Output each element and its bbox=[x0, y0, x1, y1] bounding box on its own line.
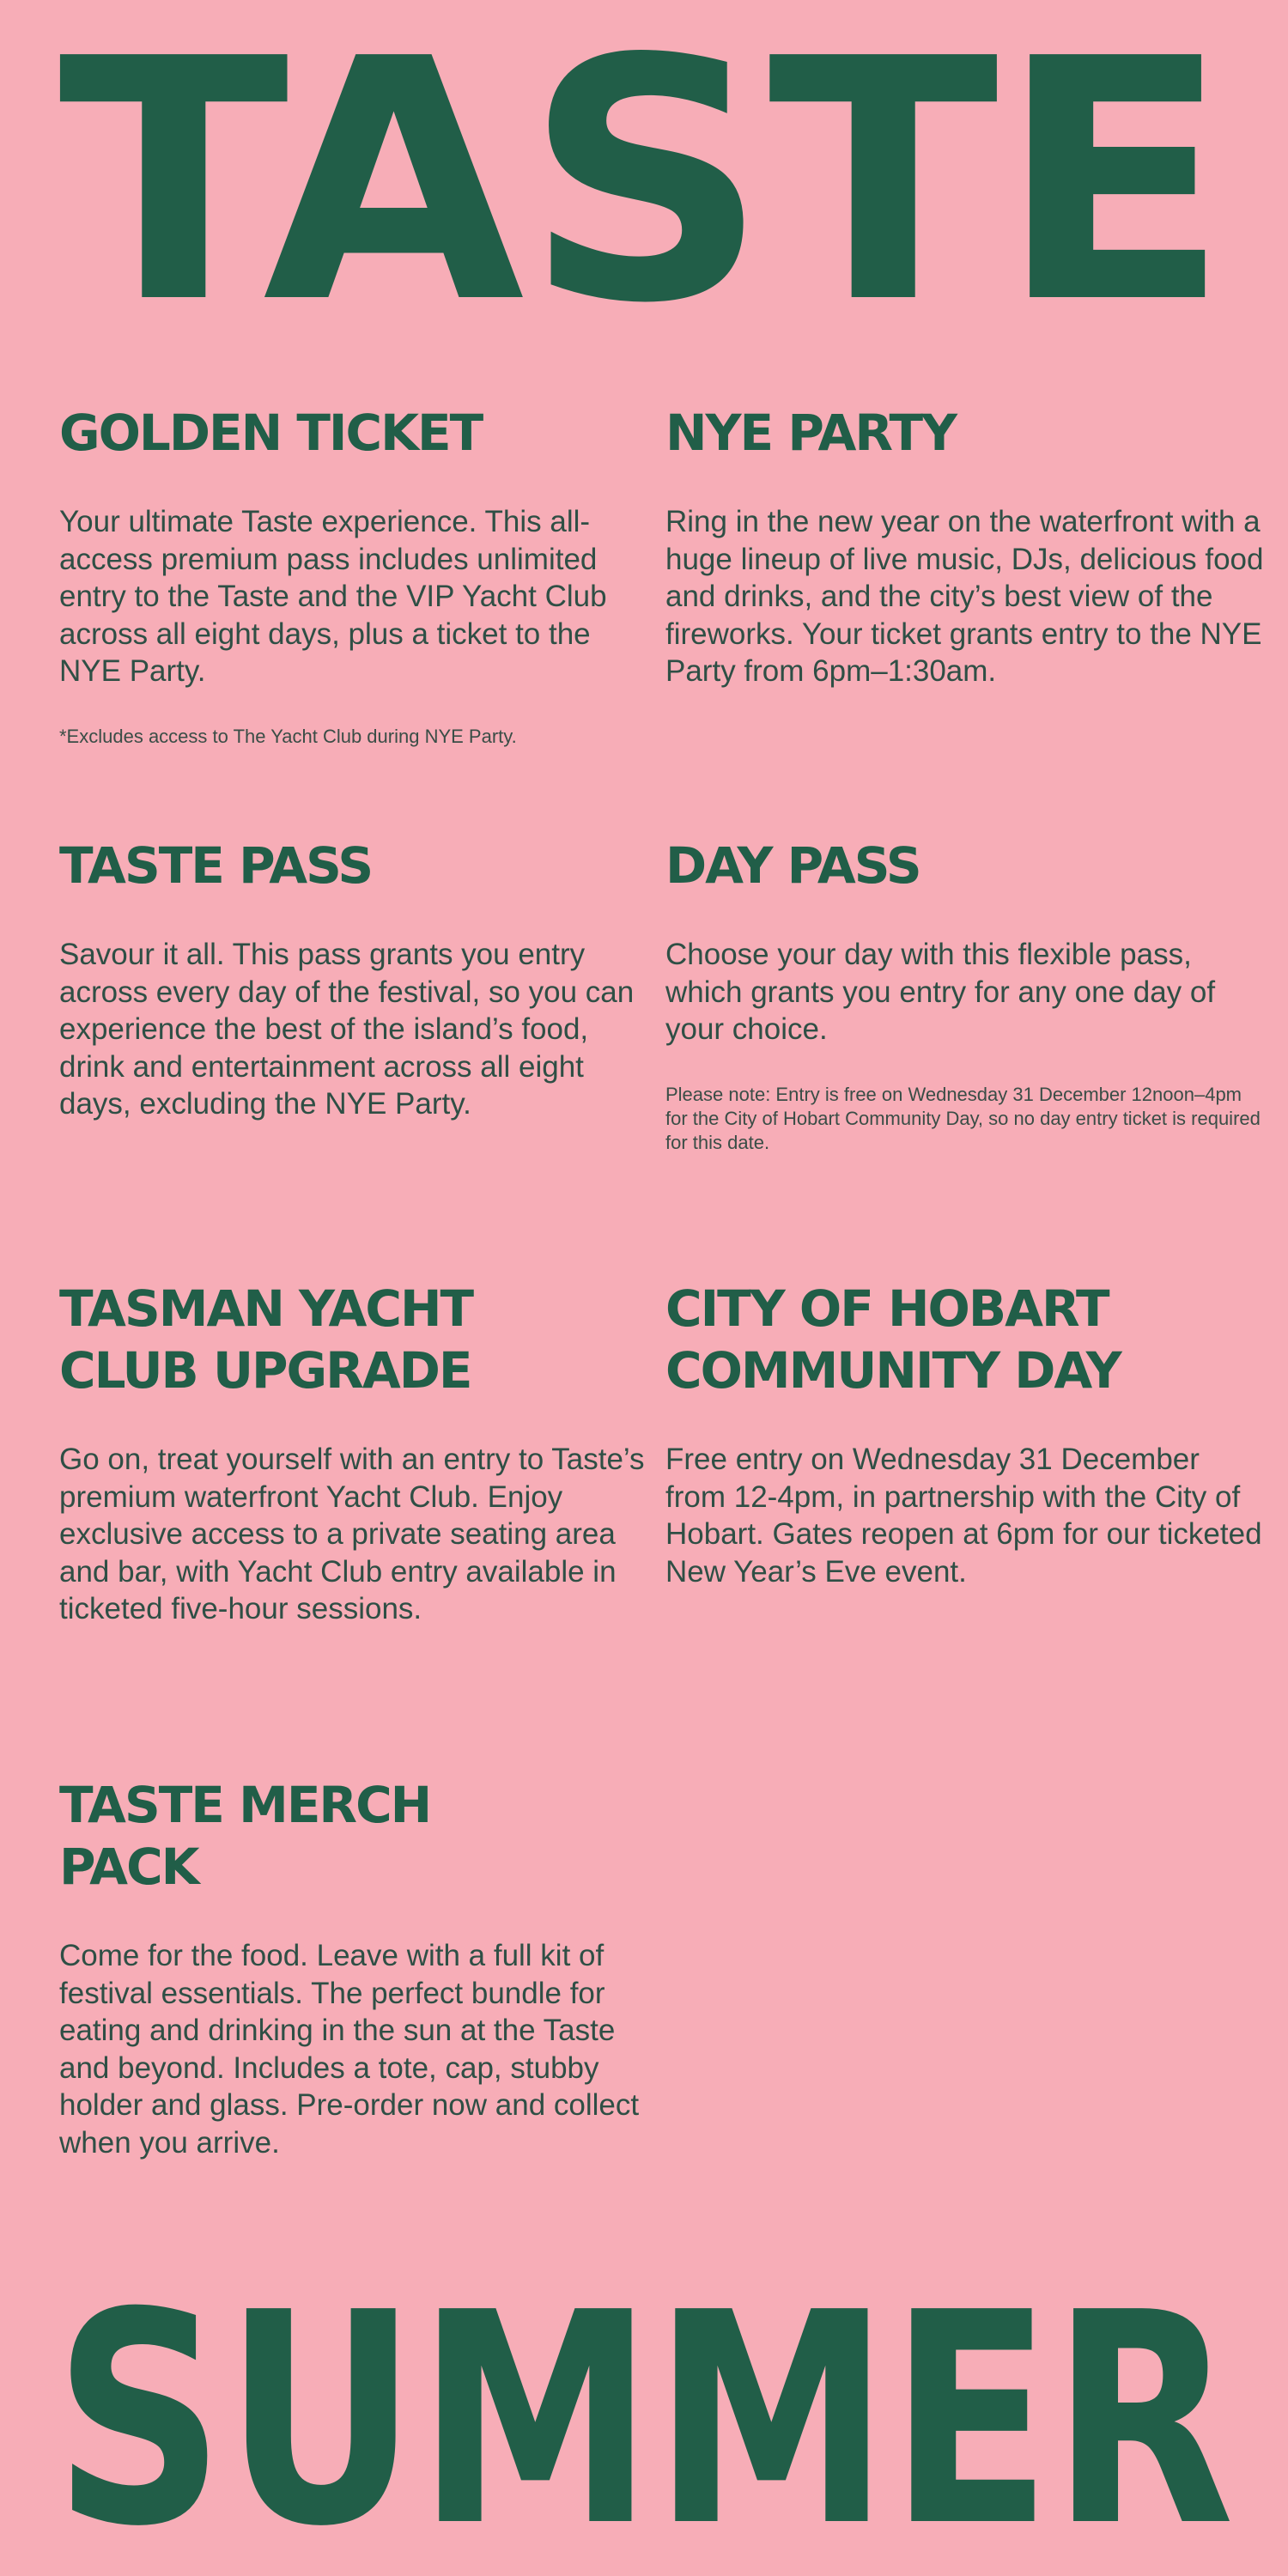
summer-wordmark-text: SUMMER bbox=[53, 2293, 1235, 2542]
nye-party-title: NYE PARTY bbox=[665, 404, 957, 462]
summer-wordmark bbox=[0, 2293, 1288, 2542]
yacht-club-upgrade-title: TASMAN YACHT CLUB UPGRADE bbox=[59, 1279, 473, 1400]
community-day-title: CITY OF HOBART COMMUNITY DAY bbox=[665, 1279, 1121, 1400]
yacht-club-upgrade-description: Go on, treat yourself with an entry to Taste’s premium waterfront Yacht Club. Enjoy exclusive access to a private seating area and bar, with Yacht Club entry available in ticketed five-hour sessions. bbox=[59, 1443, 645, 1625]
nye-party-section bbox=[665, 402, 1267, 690]
day-pass-title: DAY PASS bbox=[665, 836, 920, 895]
summer-wordmark-graphic bbox=[0, 2293, 1288, 2542]
yacht-club-upgrade-section bbox=[59, 1278, 660, 1628]
community-day-description: Free entry on Wednesday 31 December from 12-4pm, in partnership with the City of Hobart. Gates reopen at 6pm for our ticketed New Year’s Eve event. bbox=[665, 1443, 1262, 1589]
taste-wordmark-graphic bbox=[0, 43, 1288, 318]
golden-ticket-title: GOLDEN TICKET bbox=[59, 404, 483, 462]
golden-ticket-description: Your ultimate Taste experience. This all-access premium pass includes unlimited entry to the Taste and the VIP Yacht Club across all eight days, plus a ticket to the NYE Party. bbox=[59, 505, 607, 688]
day-pass-section bbox=[665, 835, 1267, 1155]
golden-ticket-footnote: *Excludes access to The Yacht Club during NYE Party. bbox=[59, 725, 517, 747]
merch-pack-description: Come for the food. Leave with a full kit of festival essentials. The perfect bundle for eating and drinking in the sun at the Taste and beyond. Includes a tote, cap, stubby holder and glass. Pre-order now and collect when you arrive. bbox=[59, 1939, 640, 2160]
taste-pass-section bbox=[59, 835, 660, 1123]
golden-ticket-section bbox=[59, 402, 660, 749]
taste-pass-description: Savour it all. This pass grants you entry across every day of the festival, so you can experience the best of the island’s food, drink and entertainment across all eight days, excluding the NYE Party. bbox=[59, 938, 635, 1121]
taste-wordmark bbox=[0, 43, 1288, 318]
community-day-section bbox=[665, 1278, 1267, 1590]
merch-pack-section bbox=[59, 1774, 660, 2161]
taste-wordmark-text: TASTE bbox=[58, 43, 1230, 318]
taste-pass-title: TASTE PASS bbox=[59, 836, 373, 895]
day-pass-footnote: Please note: Entry is free on Wednesday 31 December 12noon–4pm for the City of Hobart Community Day, so no day entry ticket is required for this date. bbox=[665, 1083, 1261, 1153]
nye-party-description: Ring in the new year on the waterfront with a huge lineup of live music, DJs, delicious food and drinks, and the city’s best view of the fireworks. Your ticket grants entry to the NYE Party from 6pm–1:30am. bbox=[665, 505, 1264, 688]
merch-pack-title: TASTE MERCH PACK bbox=[59, 1776, 431, 1896]
day-pass-description: Choose your day with this flexible pass, which grants you entry for any one day of your choice. bbox=[665, 938, 1216, 1046]
